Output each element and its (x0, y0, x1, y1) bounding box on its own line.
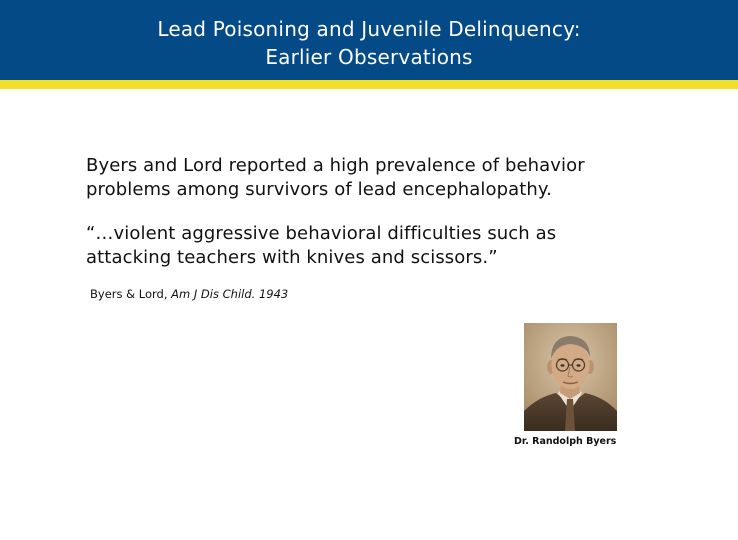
slide-title-line-2: Earlier Observations (265, 45, 473, 69)
quote-paragraph (86, 222, 556, 270)
quote-line-2: attacking teachers with knives and scissors.” (86, 247, 498, 268)
slide-title (0, 15, 738, 71)
header-bar (0, 0, 738, 80)
portrait-caption: Dr. Randolph Byers (514, 436, 617, 447)
slide-title-line-1: Lead Poisoning and Juvenile Delinquency: (157, 17, 581, 41)
quote-line-1: “…violent aggressive behavioral difficulties such as (86, 223, 557, 244)
portrait-photo (524, 323, 617, 431)
portrait-image (524, 323, 617, 431)
citation-journal: Am J Dis Child. 1943 (171, 287, 289, 301)
citation-authors: Byers & Lord, (90, 287, 168, 301)
body-paragraph-line-1: Byers and Lord reported a high prevalence of behavior (86, 155, 585, 176)
body-paragraph (86, 154, 585, 202)
accent-bar (0, 80, 738, 89)
body-paragraph-line-2: problems among survivors of lead encephalopathy. (86, 179, 552, 200)
citation (90, 287, 288, 301)
